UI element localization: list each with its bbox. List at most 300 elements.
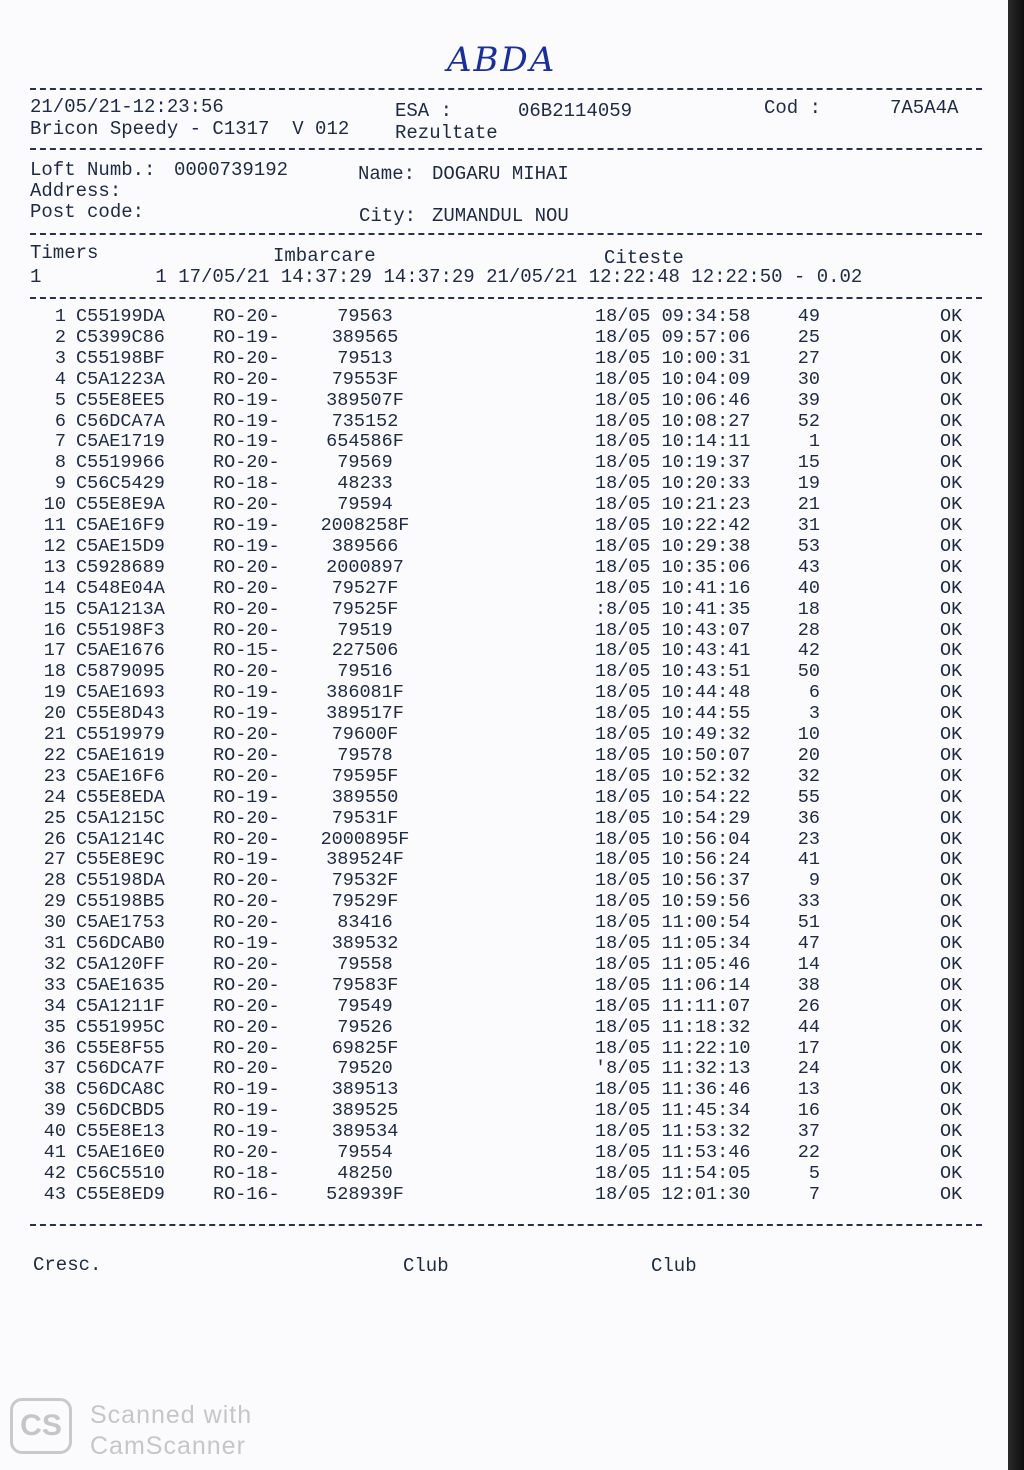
arrival-time: 18/05 10:54:22	[595, 786, 751, 808]
status-text: OK	[940, 933, 963, 954]
position: 14	[797, 953, 820, 975]
arrival-time: 18/05 11:18:32	[595, 1016, 751, 1038]
ring-number: 79595F	[331, 765, 399, 787]
table-row	[0, 599, 1008, 620]
position: 40	[797, 577, 820, 599]
city-value: ZUMANDUL NOU	[432, 205, 569, 227]
table-row	[0, 473, 1008, 494]
ring-number: 389534	[331, 1121, 399, 1143]
ring-code: C5A1215C	[76, 807, 165, 829]
position: 33	[797, 891, 820, 913]
ring-prefix: RO-20-	[213, 577, 280, 599]
status-text: OK	[940, 389, 963, 411]
rezultate-label: Rezultate	[395, 122, 498, 144]
table-row	[0, 348, 1008, 369]
table-row	[0, 1038, 1008, 1059]
status-text: OK	[940, 703, 963, 725]
ring-code: C55E8E9C	[76, 849, 165, 871]
ring-number: 79513	[337, 347, 393, 369]
postcode-label: Post code:	[30, 201, 145, 223]
arrival-time: 18/05 10:56:37	[595, 870, 751, 892]
table-row	[0, 682, 1008, 703]
ring-prefix: RO-20-	[213, 494, 280, 516]
ring-prefix: RO-20-	[213, 995, 280, 1017]
row-number: 41	[43, 1142, 66, 1163]
ring-code: C5A1211F	[76, 995, 165, 1017]
ring-code: C5519979	[76, 724, 165, 745]
ring-number: 389565	[331, 326, 399, 348]
row-number: 33	[43, 974, 66, 996]
status-text: OK	[940, 682, 963, 704]
row-number: 38	[43, 1079, 66, 1101]
ring-prefix: RO-20-	[213, 912, 280, 934]
table-row	[0, 703, 1008, 724]
ring-number: 79526	[337, 1016, 393, 1038]
table-row	[0, 724, 1008, 745]
position: 23	[797, 828, 820, 850]
table-row	[0, 515, 1008, 536]
row-number: 39	[43, 1100, 66, 1122]
status-text: OK	[940, 661, 963, 683]
table-row	[0, 745, 1008, 766]
position: 50	[797, 661, 820, 683]
device-info: Bricon Speedy - C1317 V 012	[30, 118, 350, 140]
row-number: 35	[43, 1016, 66, 1038]
status-text: OK	[940, 765, 963, 787]
ring-prefix: RO-19-	[213, 703, 280, 725]
position: 36	[797, 807, 820, 829]
ring-prefix: RO-19-	[213, 933, 280, 954]
ring-number: 79516	[337, 661, 393, 683]
ring-code: C5AE1753	[76, 912, 165, 934]
arrival-time: 18/05 11:05:34	[595, 933, 751, 954]
status-text: OK	[940, 849, 963, 871]
position: 26	[797, 995, 820, 1017]
ring-prefix: RO-20-	[213, 661, 280, 683]
position: 44	[797, 1016, 820, 1038]
ring-code: C5A1223A	[76, 368, 165, 390]
position: 19	[797, 473, 820, 495]
table-row	[0, 933, 1008, 954]
ring-number: 389513	[331, 1079, 399, 1101]
arrival-time: 18/05 10:44:55	[595, 703, 751, 725]
position: 53	[797, 535, 820, 557]
table-row	[0, 870, 1008, 891]
row-number: 17	[43, 640, 66, 662]
position: 41	[797, 849, 820, 871]
ring-code: C5879095	[76, 661, 165, 683]
ring-prefix: RO-20-	[213, 891, 280, 913]
position: 30	[797, 368, 820, 390]
table-row	[0, 640, 1008, 661]
arrival-time: 18/05 11:06:14	[595, 974, 751, 996]
arrival-time: 18/05 10:56:04	[595, 828, 751, 850]
arrival-time: 18/05 11:36:46	[595, 1079, 751, 1101]
ring-code: C56DCAB0	[76, 933, 165, 954]
position: 42	[797, 640, 820, 662]
table-row	[0, 578, 1008, 599]
table-row	[0, 557, 1008, 578]
divider	[30, 88, 982, 90]
table-row	[0, 1121, 1008, 1142]
table-row	[0, 1142, 1008, 1163]
esa-value: 06B2114059	[518, 100, 633, 122]
divider	[30, 297, 982, 299]
arrival-time: 18/05 10:54:29	[595, 807, 751, 829]
arrival-time: 18/05 10:41:16	[595, 577, 751, 599]
ring-number: 389507F	[326, 389, 404, 411]
ring-number: 79532F	[331, 870, 399, 892]
arrival-time: 18/05 10:21:23	[595, 494, 751, 516]
row-number: 21	[43, 724, 66, 745]
arrival-time: 18/05 11:11:07	[595, 995, 751, 1017]
arrival-time: 18/05 10:49:32	[595, 724, 751, 745]
ring-code: C55198F3	[76, 619, 165, 641]
ring-prefix: RO-19-	[213, 389, 280, 411]
table-row	[0, 766, 1008, 787]
row-number: 30	[43, 912, 66, 934]
arrival-time: 18/05 10:56:24	[595, 849, 751, 871]
arrival-time: 18/05 10:14:11	[595, 431, 751, 453]
divider	[30, 233, 982, 235]
table-row	[0, 829, 1008, 850]
ring-code: C55E8EDA	[76, 786, 165, 808]
ring-code: C55E8E13	[76, 1121, 165, 1143]
arrival-time: 18/05 10:52:32	[595, 765, 751, 787]
status-text: OK	[940, 1183, 963, 1205]
row-number: 43	[43, 1183, 66, 1205]
arrival-time: 18/05 11:00:54	[595, 912, 751, 934]
row-number: 40	[43, 1121, 66, 1143]
ring-prefix: RO-20-	[213, 556, 280, 578]
row-number: 16	[43, 619, 66, 641]
table-row	[0, 912, 1008, 933]
status-text: OK	[940, 577, 963, 599]
camscanner-watermark	[90, 1400, 252, 1462]
status-text: OK	[940, 891, 963, 913]
ring-code: C5AE1635	[76, 974, 165, 996]
status-text: OK	[940, 306, 963, 327]
name-value: DOGARU MIHAI	[432, 163, 569, 185]
position: 22	[797, 1142, 820, 1163]
status-text: OK	[940, 1016, 963, 1038]
table-row	[0, 411, 1008, 432]
ring-number: 2000895F	[320, 828, 410, 850]
cod-label: Cod :	[764, 97, 822, 119]
ring-number: 79527F	[331, 577, 399, 599]
status-text: OK	[940, 556, 963, 578]
loft-number-value: 0000739192	[174, 159, 289, 181]
row-number: 2	[54, 326, 66, 348]
status-text: OK	[940, 640, 963, 662]
status-text: OK	[940, 786, 963, 808]
ring-number: 389566	[331, 535, 399, 557]
position: 6	[808, 682, 820, 704]
ring-number: 83416	[337, 912, 393, 934]
ring-prefix: RO-19-	[213, 410, 280, 432]
row-number: 7	[54, 431, 66, 453]
ring-code: C5519966	[76, 452, 165, 474]
name-label: Name:	[358, 163, 416, 185]
table-row	[0, 1079, 1008, 1100]
ring-number: 79594	[337, 494, 393, 516]
table-row	[0, 661, 1008, 682]
table-row	[0, 1058, 1008, 1079]
arrival-time: 18/05 09:57:06	[595, 326, 751, 348]
table-row	[0, 431, 1008, 452]
ring-code: C5A1214C	[76, 828, 165, 850]
ring-prefix: RO-20-	[213, 724, 280, 745]
table-row	[0, 536, 1008, 557]
ring-code: C5399C86	[76, 326, 165, 348]
status-text: OK	[940, 619, 963, 641]
ring-number: 389517F	[326, 703, 404, 725]
status-text: OK	[940, 995, 963, 1017]
position: 18	[797, 598, 820, 620]
arrival-time: 18/05 10:59:56	[595, 891, 751, 913]
print-datetime: 21/05/21-12:23:56	[30, 96, 224, 118]
ring-code: C55E8ED9	[76, 1183, 165, 1205]
status-text: OK	[940, 1037, 963, 1059]
ring-prefix: RO-15-	[213, 640, 280, 662]
status-text: OK	[940, 1121, 963, 1143]
status-text: OK	[940, 828, 963, 850]
row-number: 24	[43, 786, 66, 808]
ring-prefix: RO-20-	[213, 619, 280, 641]
status-text: OK	[940, 1058, 963, 1080]
position: 3	[808, 703, 820, 725]
ring-code: C5AE15D9	[76, 535, 165, 557]
status-text: OK	[940, 515, 963, 536]
ring-prefix: RO-19-	[213, 786, 280, 808]
table-row	[0, 327, 1008, 348]
timers-line: 1 1 17/05/21 14:37:29 14:37:29 21/05/21 12:22:48 12:22:50 - 0.02	[30, 266, 863, 288]
ring-prefix: RO-20-	[213, 306, 280, 327]
ring-code: C55E8D43	[76, 703, 165, 725]
ring-prefix: RO-20-	[213, 974, 280, 996]
ring-code: C5AE16F9	[76, 515, 165, 536]
ring-prefix: RO-19-	[213, 1100, 280, 1122]
ring-code: C55E8E9A	[76, 494, 165, 516]
arrival-time: 18/05 11:05:46	[595, 953, 751, 975]
table-row	[0, 808, 1008, 829]
loft-number-label: Loft Numb.:	[30, 159, 156, 181]
table-row	[0, 452, 1008, 473]
row-number: 15	[43, 598, 66, 620]
table-row	[0, 1163, 1008, 1184]
status-text: OK	[940, 1079, 963, 1101]
ring-code: C5928689	[76, 556, 165, 578]
timers-label: Timers	[30, 242, 99, 264]
ring-prefix: RO-20-	[213, 598, 280, 620]
position: 27	[797, 347, 820, 369]
table-row	[0, 849, 1008, 870]
position: 47	[797, 933, 820, 954]
club-label: Club	[403, 1255, 449, 1277]
ring-number: 735152	[331, 410, 399, 432]
position: 1	[808, 431, 820, 453]
ring-number: 2008258F	[320, 515, 410, 536]
position: 13	[797, 1079, 820, 1101]
ring-prefix: RO-19-	[213, 431, 280, 453]
ring-number: 69825F	[331, 1037, 399, 1059]
ring-number: 79549	[337, 995, 393, 1017]
ring-code: C55E8EE5	[76, 389, 165, 411]
ring-prefix: RO-20-	[213, 368, 280, 390]
row-number: 18	[43, 661, 66, 683]
position: 25	[797, 326, 820, 348]
ring-prefix: RO-20-	[213, 828, 280, 850]
row-number: 19	[43, 682, 66, 704]
arrival-time: 18/05 10:43:51	[595, 661, 751, 683]
status-text: OK	[940, 1142, 963, 1163]
ring-code: C5AE1619	[76, 744, 165, 766]
position: 7	[808, 1183, 820, 1205]
ring-prefix: RO-19-	[213, 326, 280, 348]
row-number: 10	[43, 494, 66, 516]
ring-code: C5A1213A	[76, 598, 165, 620]
arrival-time: 18/05 10:43:07	[595, 619, 751, 641]
position: 43	[797, 556, 820, 578]
ring-prefix: RO-20-	[213, 953, 280, 975]
arrival-time: 18/05 11:53:46	[595, 1142, 751, 1163]
ring-code: C5AE16E0	[76, 1142, 165, 1163]
watermark-line-1: Scanned with	[90, 1401, 253, 1429]
ring-code: C56DCA7F	[76, 1058, 165, 1080]
ring-prefix: RO-19-	[213, 682, 280, 704]
table-row	[0, 306, 1008, 327]
esa-label: ESA :	[395, 100, 453, 122]
arrival-time: '8/05 11:32:13	[595, 1058, 751, 1080]
ring-number: 389524F	[326, 849, 404, 871]
ring-prefix: RO-20-	[213, 744, 280, 766]
ring-number: 79529F	[331, 891, 399, 913]
ring-number: 79519	[337, 619, 393, 641]
status-text: OK	[940, 1100, 963, 1122]
ring-code: C56C5429	[76, 473, 165, 495]
ring-prefix: RO-20-	[213, 1058, 280, 1080]
row-number: 29	[43, 891, 66, 913]
status-text: OK	[940, 744, 963, 766]
cresc-label: Cresc.	[33, 1254, 102, 1276]
row-number: 36	[43, 1037, 66, 1059]
ring-number: 79554	[337, 1142, 393, 1163]
ring-prefix: RO-20-	[213, 452, 280, 474]
arrival-time: :8/05 10:41:35	[595, 598, 751, 620]
arrival-time: 18/05 10:43:41	[595, 640, 751, 662]
position: 55	[797, 786, 820, 808]
position: 52	[797, 410, 820, 432]
ring-prefix: RO-20-	[213, 765, 280, 787]
ring-code: C5AE1693	[76, 682, 165, 704]
position: 10	[797, 724, 820, 745]
arrival-time: 18/05 10:29:38	[595, 535, 751, 557]
status-text: OK	[940, 598, 963, 620]
ring-number: 79583F	[331, 974, 399, 996]
row-number: 23	[43, 765, 66, 787]
arrival-time: 18/05 10:22:42	[595, 515, 751, 536]
position: 5	[808, 1162, 820, 1184]
position: 20	[797, 744, 820, 766]
arrival-time: 18/05 11:22:10	[595, 1037, 751, 1059]
arrival-time: 18/05 11:53:32	[595, 1121, 751, 1143]
row-number: 32	[43, 953, 66, 975]
row-number: 9	[54, 473, 66, 495]
ring-prefix: RO-20-	[213, 1142, 280, 1163]
divider	[30, 1224, 982, 1226]
status-text: OK	[940, 410, 963, 432]
ring-number: 79520	[337, 1058, 393, 1080]
table-row	[0, 390, 1008, 411]
ring-prefix: RO-19-	[213, 515, 280, 536]
ring-number: 386081F	[326, 682, 404, 704]
ring-code: C551995C	[76, 1016, 165, 1038]
arrival-time: 18/05 10:08:27	[595, 410, 751, 432]
status-text: OK	[940, 807, 963, 829]
ring-code: C55199DA	[76, 306, 165, 327]
arrival-time: 18/05 11:45:34	[595, 1100, 751, 1122]
ring-number: 79600F	[331, 724, 399, 745]
arrival-time: 18/05 10:04:09	[595, 368, 751, 390]
position: 51	[797, 912, 820, 934]
status-text: OK	[940, 473, 963, 495]
arrival-time: 18/05 10:19:37	[595, 452, 751, 474]
table-row	[0, 787, 1008, 808]
row-number: 14	[43, 577, 66, 599]
row-number: 6	[54, 410, 66, 432]
paper-edge-shadow	[1008, 0, 1024, 1470]
position: 9	[808, 870, 820, 892]
status-text: OK	[940, 1162, 963, 1184]
table-row	[0, 891, 1008, 912]
ring-number: 79558	[337, 953, 393, 975]
position: 31	[797, 515, 820, 536]
arrival-time: 18/05 10:00:31	[595, 347, 751, 369]
row-number: 12	[43, 535, 66, 557]
table-row	[0, 369, 1008, 390]
ring-prefix: RO-18-	[213, 473, 280, 495]
table-row	[0, 996, 1008, 1017]
position: 21	[797, 494, 820, 516]
ring-number: 389525	[331, 1100, 399, 1122]
status-text: OK	[940, 535, 963, 557]
row-number: 22	[43, 744, 66, 766]
ring-prefix: RO-19-	[213, 1121, 280, 1143]
status-text: OK	[940, 494, 963, 516]
position: 15	[797, 452, 820, 474]
status-text: OK	[940, 912, 963, 934]
row-number: 31	[43, 933, 66, 954]
row-number: 4	[54, 368, 66, 390]
ring-number: 79569	[337, 452, 393, 474]
arrival-time: 18/05 10:50:07	[595, 744, 751, 766]
ring-code: C56DCA8C	[76, 1079, 165, 1101]
ring-number: 79525F	[331, 598, 399, 620]
arrival-time: 18/05 10:35:06	[595, 556, 751, 578]
row-number: 3	[54, 347, 66, 369]
position: 17	[797, 1037, 820, 1059]
ring-number: 48250	[337, 1162, 393, 1184]
ring-number: 389550	[331, 786, 399, 808]
arrival-time: 18/05 10:44:48	[595, 682, 751, 704]
row-number: 8	[54, 452, 66, 474]
ring-number: 227506	[331, 640, 399, 662]
ring-number: 654586F	[326, 431, 404, 453]
status-text: OK	[940, 347, 963, 369]
position: 39	[797, 389, 820, 411]
table-row	[0, 620, 1008, 641]
row-number: 27	[43, 849, 66, 871]
